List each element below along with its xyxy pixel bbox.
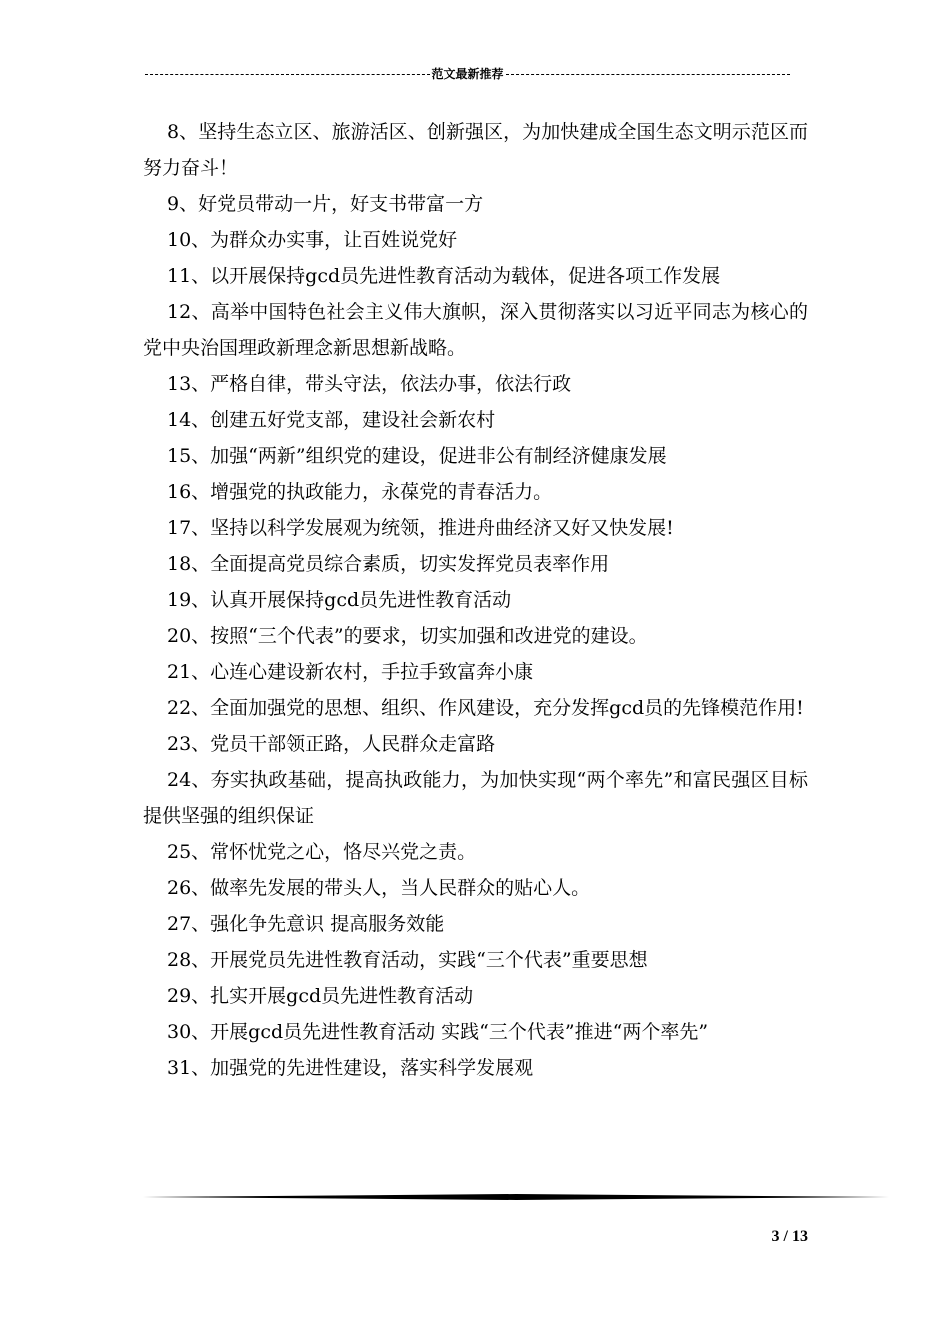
footer-divider (143, 1194, 889, 1200)
document-body (143, 114, 808, 1086)
slogan-item: 9、好党员带动一片，好支书带富一方 (167, 193, 484, 215)
slogan-item: 24、夯实执政基础，提高执政能力，为加快实现“两个率先”和富民强区目标提供坚强的组织保证 (143, 769, 808, 827)
slogan-item: 20、按照“三个代表”的要求，切实加强和改进党的建设。 (167, 625, 648, 647)
slogan-item: 27、强化争先意识 提高服务效能 (167, 913, 445, 935)
slogan-item: 17、坚持以科学发展观为统领，推进舟曲经济又好又快发展! (167, 517, 674, 539)
slogan-item: 15、加强“两新”组织党的建设，促进非公有制经济健康发展 (167, 445, 667, 467)
slogan-item: 29、扎实开展gcd员先进性教育活动 (167, 985, 474, 1007)
slogan-item: 11、以开展保持gcd员先进性教育活动为载体，促进各项工作发展 (167, 265, 721, 287)
slogan-item: 13、严格自律，带头守法，依法办事，依法行政 (167, 373, 572, 395)
slogan-item: 10、为群众办实事，让百姓说党好 (167, 229, 458, 251)
slogan-item: 22、全面加强党的思想、组织、作风建设，充分发挥gcd员的先锋模范作用! (167, 697, 804, 719)
slogan-item: 14、创建五好党支部，建设社会新农村 (167, 409, 496, 431)
slogan-item: 18、全面提高党员综合素质，切实发挥党员表率作用 (167, 553, 610, 575)
slogan-item: 19、认真开展保持gcd员先进性教育活动 (167, 589, 512, 611)
page-header (145, 66, 790, 82)
header-dash-left (145, 74, 430, 75)
header-title: 范文最新推荐 (431, 67, 504, 81)
slogan-item: 16、增强党的执政能力，永葆党的青春活力。 (167, 481, 553, 503)
slogan-item: 26、做率先发展的带头人，当人民群众的贴心人。 (167, 877, 591, 899)
slogan-item: 12、高举中国特色社会主义伟大旗帜，深入贯彻落实以习近平同志为核心的党中央治国理政新理念新思想新战略。 (143, 301, 808, 359)
slogan-item: 21、心连心建设新农村，手拉手致富奔小康 (167, 661, 534, 683)
slogan-item: 8、坚持生态立区、旅游活区、创新强区，为加快建成全国生态文明示范区而努力奋斗！ (143, 121, 808, 179)
slogan-item: 28、开展党员先进性教育活动，实践“三个代表”重要思想 (167, 949, 648, 971)
slogan-item: 23、党员干部领正路，人民群众走富路 (167, 733, 496, 755)
slogan-item: 31、加强党的先进性建设，落实科学发展观 (167, 1057, 534, 1079)
header-dash-right (506, 74, 791, 75)
page-number: 3 / 13 (771, 1228, 808, 1245)
slogan-item: 30、开展gcd员先进性教育活动 实践“三个代表”推进“两个率先” (167, 1021, 709, 1043)
slogan-item: 25、常怀忧党之心，恪尽兴党之责。 (167, 841, 477, 863)
